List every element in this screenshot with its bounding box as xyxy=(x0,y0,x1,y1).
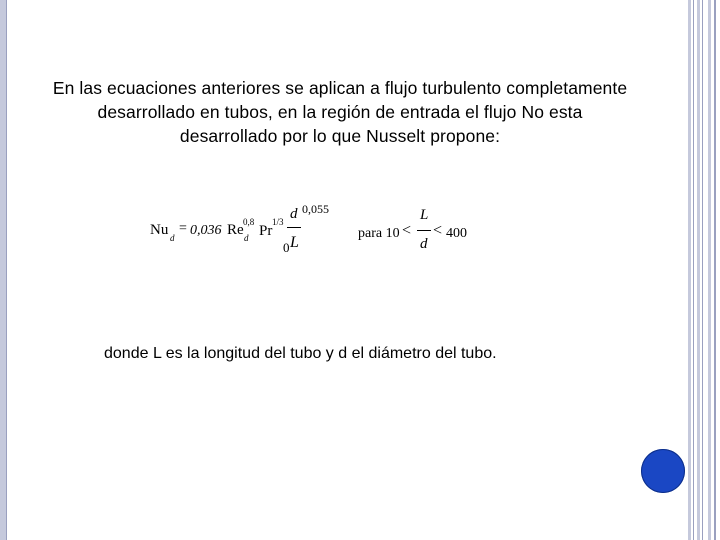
condition-max: 400 xyxy=(446,226,467,241)
condition-denominator: d xyxy=(420,236,428,252)
intro-paragraph: En las ecuaciones anteriores se aplican a flujo turbulento completamente desarrollado en tubos, en la región de entrada el flujo No esta desarrollado por lo que Nusselt propone: xyxy=(52,78,628,146)
nu-symbol: Nu xyxy=(150,222,169,238)
decorative-blue-circle xyxy=(641,449,685,493)
condition-para: para 10 xyxy=(358,226,400,241)
prandtl-symbol: Pr xyxy=(259,223,273,239)
equals-sign: = xyxy=(179,221,187,236)
condition-numerator: L xyxy=(420,207,429,223)
fraction-exponent: 0,055 xyxy=(302,202,329,216)
fraction-prefix: 0 xyxy=(283,240,290,255)
prandtl-exponent: 1/3 xyxy=(272,217,284,227)
fraction-bar xyxy=(287,227,301,228)
reynolds-subscript: d xyxy=(244,233,249,243)
coefficient: 0,036 xyxy=(190,223,222,238)
reynolds-exponent: 0,8 xyxy=(243,217,255,227)
condition-fraction-bar xyxy=(417,230,431,231)
less-than-1: < xyxy=(402,222,412,239)
fraction-denominator: L xyxy=(290,234,299,251)
less-than-2: < xyxy=(433,222,443,239)
outro-paragraph: donde L es la longitud del tubo y d el diámetro del tubo. xyxy=(104,345,497,362)
nu-subscript: d xyxy=(170,233,175,243)
fraction-numerator: d xyxy=(290,206,298,222)
reynolds-symbol: Re xyxy=(227,222,244,238)
